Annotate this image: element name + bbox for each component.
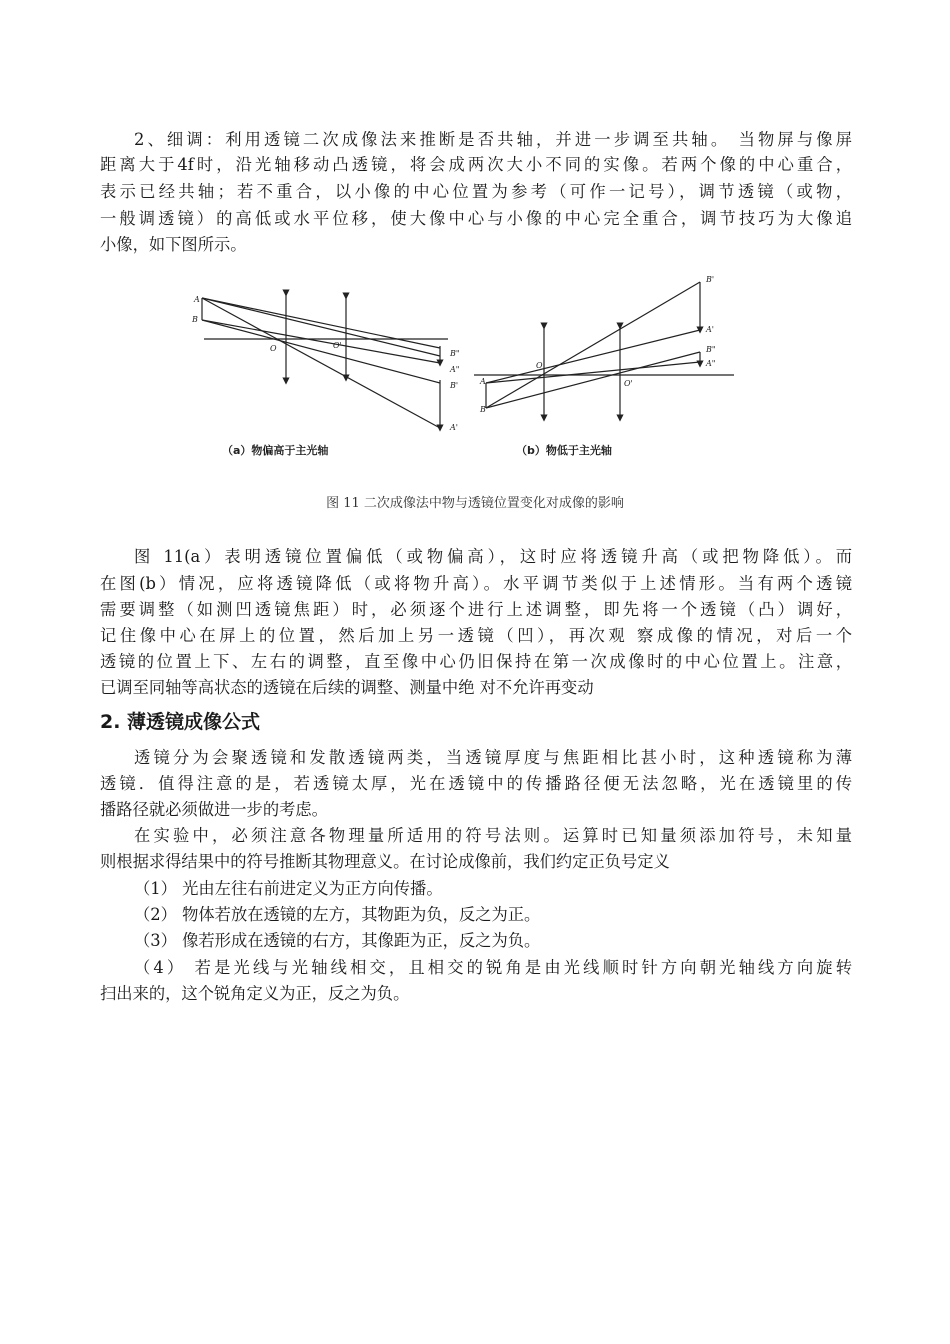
text-line: 在图(b）情况，应将透镜降低（或将物升高）。水平调节类似于上述情形。当有两个透镜 (100, 574, 852, 593)
svg-text:O': O' (333, 341, 342, 350)
svg-text:A": A" (450, 365, 460, 374)
text-line: 小像，如下图所示。 (100, 235, 247, 254)
text-line: 图 11(a）表明透镜位置偏低（或物偏高），这时应将透镜升高（或把物降低）。而 (134, 547, 852, 566)
text-line: 距离大于4f时，沿光轴移动凸透镜，将会成两次大小不同的实像。若两个像的中心重合， (100, 155, 852, 174)
diagram-b-labels (479, 275, 716, 414)
svg-text:B": B" (706, 345, 716, 354)
diagram-b (474, 282, 734, 418)
figure-11 (186, 268, 746, 468)
text-line: 透镜．值得注意的是，若透镜太厚，光在透镜中的传播路径便无法忽略，光在透镜里的传 (100, 774, 852, 793)
text-line: 透镜的位置上下、左右的调整，直至像中心仍旧保持在第一次成像时的中心位置上。注意， (100, 652, 852, 671)
text-line: 在实验中，必须注意各物理量所适用的符号法则。运算时已知量须添加符号，未知量 (134, 826, 852, 845)
list-item: （1） 光由左往右前进定义为正方向传播。 (134, 879, 443, 898)
text-line: 已调至同轴等高状态的透镜在后续的调整、测量中绝 对不允许再变动 (100, 678, 594, 697)
list-item-continuation: 扫出来的，这个锐角定义为正，反之为负。 (100, 984, 410, 1003)
diagram-a-labels (191, 295, 460, 432)
list-item: （4） 若是光线与光轴线相交，且相交的锐角是由光线顺时针方向朝光轴线方向旋转 (134, 958, 852, 977)
list-item: （3） 像若形成在透镜的右方，其像距为正，反之为负。 (134, 931, 541, 950)
svg-text:O: O (270, 344, 277, 353)
svg-text:O': O' (624, 379, 633, 388)
figure-caption: 图 11 二次成像法中物与透镜位置变化对成像的影响 (326, 496, 624, 511)
svg-text:O: O (536, 361, 543, 370)
text-line: 一般调透镜）的高低或水平位移，使大像中心与小像的中心完全重合，调节技巧为大像追 (100, 209, 852, 228)
text-line: 透镜分为会聚透镜和发散透镜两类，当透镜厚度与焦距相比甚小时，这种透镜称为薄 (134, 748, 852, 767)
section-title: 2. 薄透镜成像公式 (100, 711, 261, 733)
list-item: （2） 物体若放在透镜的左方，其物距为负，反之为正。 (134, 905, 541, 924)
figure-label-b: （b）物低于主光轴 (516, 444, 612, 457)
text-line: 记住像中心在屏上的位置，然后加上另一透镜（凹），再次观 察成像的情况，对后一个 (100, 626, 852, 645)
svg-text:B: B (480, 405, 486, 414)
svg-text:A': A' (450, 423, 458, 432)
svg-text:A": A" (706, 359, 716, 368)
svg-text:B': B' (450, 381, 459, 390)
svg-text:B: B (192, 315, 198, 324)
text-line: 2、细调：利用透镜二次成像法来推断是否共轴，并进一步调至共轴。 当物屏与像屏 (134, 130, 852, 149)
svg-text:A: A (480, 377, 486, 386)
diagram-a (202, 293, 448, 428)
text-line: 表示已经共轴；若不重合，以小像的中心位置为参考（可作一记号），调节透镜（或物， (100, 182, 852, 201)
lens-diagram (186, 268, 746, 468)
svg-text:B': B' (706, 275, 715, 284)
svg-text:A': A' (706, 325, 714, 334)
figure-label-a: （a）物偏高于主光轴 (222, 444, 329, 457)
text-line: 播路径就必须做进一步的考虑。 (100, 800, 328, 819)
svg-text:A: A (194, 295, 200, 304)
text-line: 需要调整（如测凹透镜焦距）时，必须逐个进行上述调整，即先将一个透镜（凸）调好， (100, 600, 852, 619)
text-line: 则根据求得结果中的符号推断其物理意义。在讨论成像前，我们约定正负号定义 (100, 852, 670, 871)
svg-text:B": B" (450, 349, 460, 358)
